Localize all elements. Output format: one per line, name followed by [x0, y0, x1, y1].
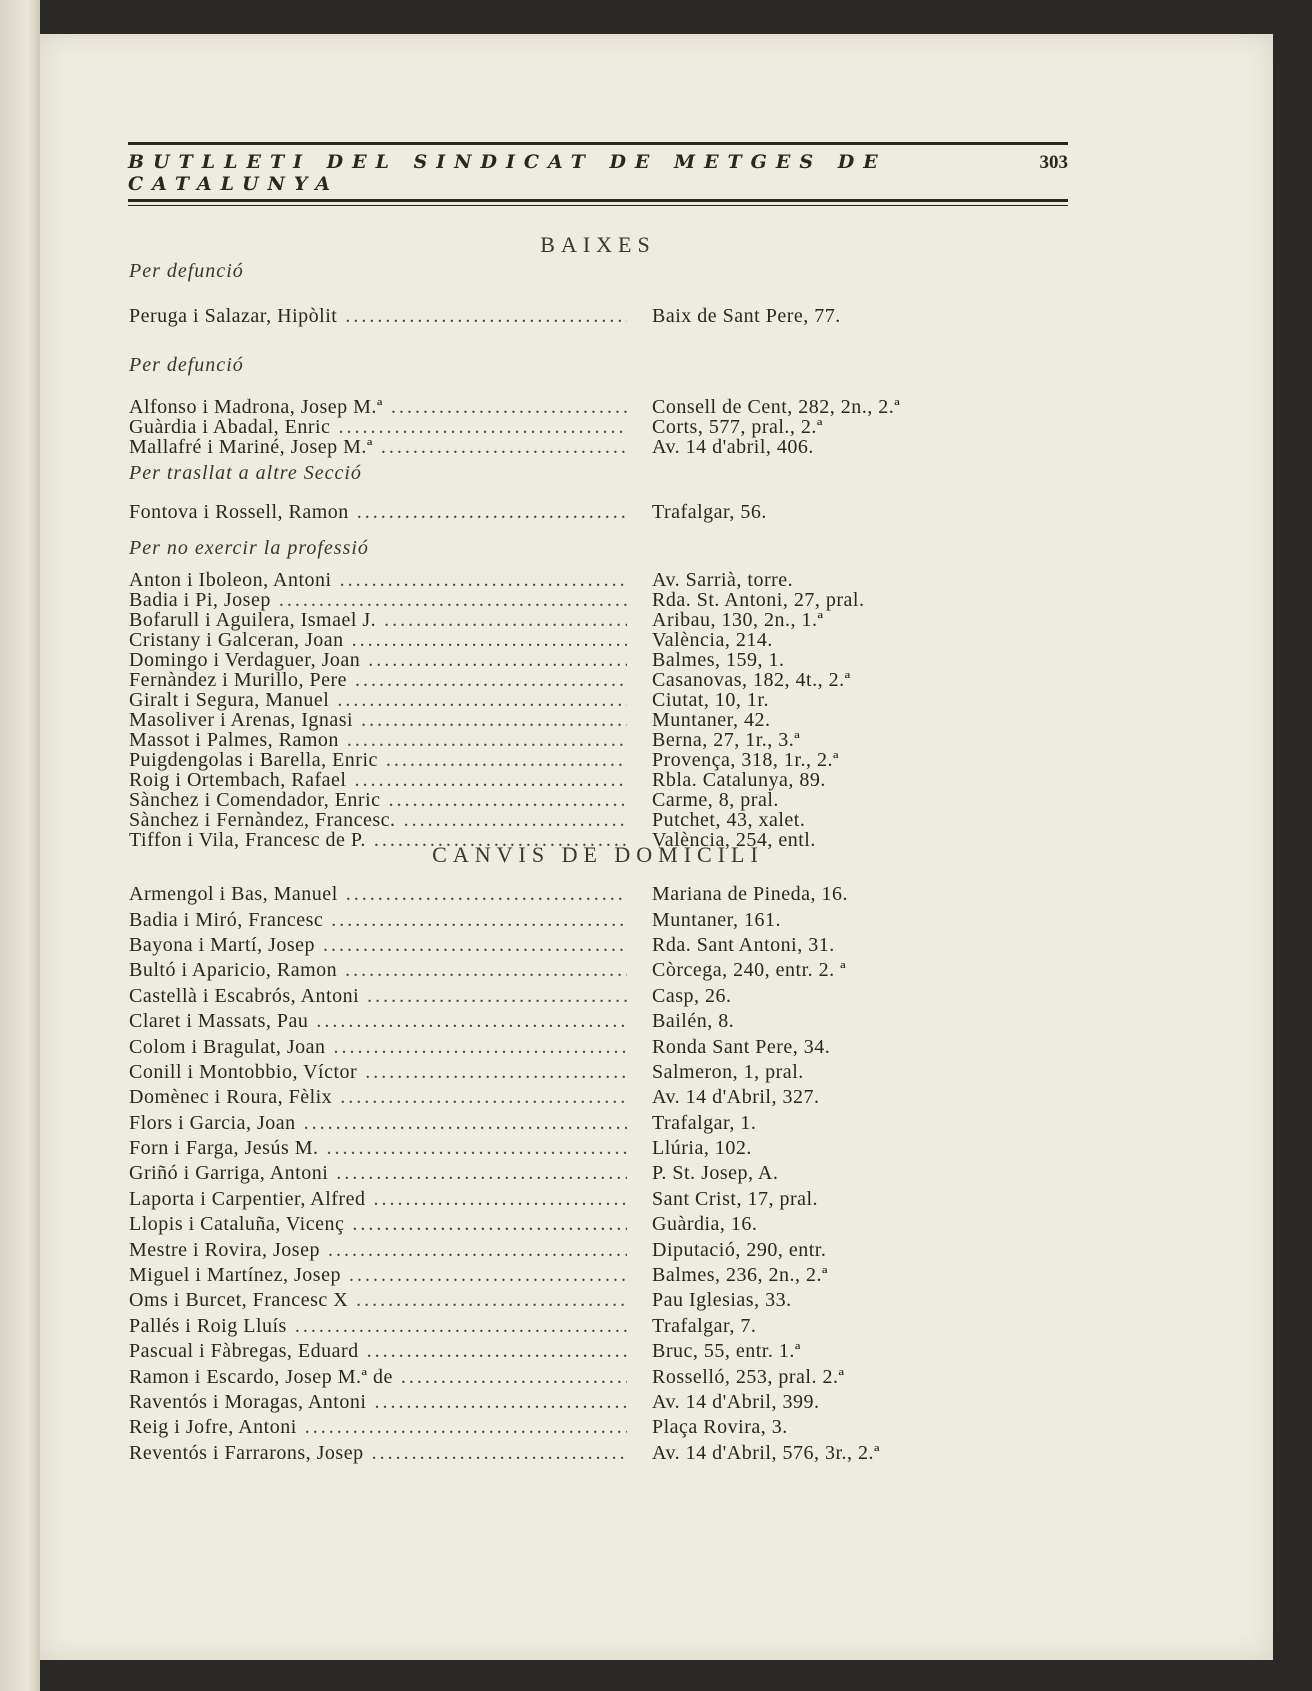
subheading-per-defuncio-1: Per defunció — [129, 260, 244, 282]
list-item — [129, 570, 1029, 590]
entry-name: Oms i Burcet, Francesc X ..... — [129, 1289, 627, 1312]
entry-address: Bailén, 8. — [652, 1010, 735, 1033]
book-spine — [0, 0, 40, 1691]
entry-address: Sant Crist, 17, pral. — [652, 1187, 819, 1210]
entry-name: Llopis i Cataluña, Vicenç ..... — [129, 1213, 627, 1236]
header-rule-bottom-thin — [128, 205, 1068, 206]
list-item — [129, 690, 1029, 710]
section-title-baixes: BAIXES — [540, 232, 656, 257]
entry-name: Pascual i Fàbregas, Eduard ..... — [129, 1340, 627, 1363]
entry-address: València, 254, entl. — [652, 828, 816, 851]
page-number: 303 — [1039, 152, 1068, 173]
entry-name: Flors i Garcia, Joan ..... — [129, 1112, 627, 1135]
entry-address: P. St. Josep, A. — [652, 1162, 779, 1185]
section-title-canvis-de-domicili: CANVIS DE DOMICILI — [432, 842, 764, 867]
entries-group-1 — [129, 306, 1029, 326]
entry-address: Muntaner, 42. — [652, 708, 771, 731]
entry-name: Badia i Pi, Josep ..... — [129, 589, 627, 612]
entry-address: Casanovas, 182, 4t., 2.ª — [652, 668, 851, 691]
list-item — [129, 1288, 1029, 1313]
list-item — [129, 1237, 1029, 1262]
list-item — [129, 710, 1029, 730]
list-item — [129, 502, 1029, 522]
entry-address: Baix de Sant Pere, 77. — [652, 304, 841, 327]
entry-name: Forn i Farga, Jesús M. ..... — [129, 1137, 627, 1160]
list-item — [129, 1364, 1029, 1389]
entry-name: Bofarull i Aguilera, Ismael J. ..... — [129, 609, 627, 632]
header-row — [128, 145, 1068, 199]
entry-name: Reig i Jofre, Antoni ..... — [129, 1416, 627, 1439]
entry-address: Provença, 318, 1r., 2.ª — [652, 748, 839, 771]
journal-title: BUTLLETI DEL SINDICAT DE METGES DE CATALUNYA — [128, 151, 887, 195]
entry-name: Pallés i Roig Lluís ..... — [129, 1315, 627, 1338]
page-header — [128, 142, 1068, 206]
entry-address: Corts, 577, pral., 2.ª — [652, 415, 823, 438]
entry-name: Castellà i Escabrós, Antoni ..... — [129, 985, 627, 1008]
entry-address: Plaça Rovira, 3. — [652, 1416, 788, 1439]
entry-address: Berna, 27, 1r., 3.ª — [652, 728, 801, 751]
entry-name: Tiffon i Vila, Francesc de P. ..... — [129, 829, 627, 852]
list-item — [129, 1136, 1029, 1161]
entry-name: Fontova i Rossell, Ramon ..... — [129, 501, 627, 524]
list-item — [129, 1085, 1029, 1110]
entry-name: Anton i Iboleon, Antoni ..... — [129, 569, 627, 592]
entry-address: Putchet, 43, xalet. — [652, 808, 806, 831]
entry-address: Av. Sarrià, torre. — [652, 568, 794, 591]
list-item — [129, 810, 1029, 830]
entry-address: Carme, 8, pral. — [652, 788, 779, 811]
list-item — [129, 984, 1029, 1009]
list-item — [129, 750, 1029, 770]
entry-address: Av. 14 d'Abril, 399. — [652, 1391, 820, 1413]
entry-address: Rosselló, 253, pral. 2.ª — [652, 1365, 845, 1388]
entry-name: Raventós i Moragas, Antoni ..... — [129, 1391, 627, 1414]
entry-name: Sànchez i Comendador, Enric ..... — [129, 789, 627, 812]
list-item — [129, 630, 1029, 650]
list-item — [129, 958, 1029, 983]
entry-address: Ronda Sant Pere, 34. — [652, 1035, 831, 1058]
entry-name: Domènec i Roura, Fèlix ..... — [129, 1086, 627, 1109]
entry-name: Cristany i Galceran, Joan ..... — [129, 629, 627, 652]
list-item — [129, 1060, 1029, 1085]
entry-name: Bultó i Aparicio, Ramon ..... — [129, 959, 627, 982]
list-item — [129, 1390, 1029, 1415]
entry-name: Fernàndez i Murillo, Pere ..... — [129, 669, 627, 692]
list-item — [129, 670, 1029, 690]
entries-canvis — [129, 882, 1029, 1466]
list-item — [129, 882, 1029, 907]
entry-name: Sànchez i Fernàndez, Francesc. ..... — [129, 809, 627, 832]
list-item — [129, 650, 1029, 670]
entry-address: Ciutat, 10, 1r. — [652, 688, 769, 711]
entry-address: Mariana de Pineda, 16. — [652, 883, 848, 906]
entry-address: Casp, 26. — [652, 984, 732, 1007]
entry-address: Llúria, 102. — [652, 1137, 752, 1160]
entry-address: Trafalgar, 7. — [652, 1314, 757, 1337]
list-item — [129, 306, 1029, 326]
entry-address: Bruc, 55, entr. 1.ª — [652, 1340, 801, 1363]
entry-address: Rda. St. Antoni, 27, pral. — [652, 588, 865, 611]
list-item — [129, 397, 1029, 417]
list-item — [129, 1111, 1029, 1136]
entries-group-4 — [129, 570, 1029, 850]
list-item — [129, 1034, 1029, 1059]
entry-address: Còrcega, 240, entr. 2. ª — [652, 959, 847, 982]
entry-name: Conill i Montobbio, Víctor ..... — [129, 1061, 627, 1084]
entry-name: Laporta i Carpentier, Alfred ..... — [129, 1188, 627, 1211]
subheading-per-trasllat: Per trasllat a altre Secció — [129, 462, 362, 484]
list-item — [129, 1415, 1029, 1440]
entry-address: Rda. Sant Antoni, 31. — [652, 933, 835, 956]
entry-address: Av. 14 d'Abril, 327. — [652, 1086, 820, 1109]
entry-name: Armengol i Bas, Manuel ..... — [129, 883, 627, 906]
entry-address: Muntaner, 161. — [652, 908, 781, 931]
list-item — [129, 590, 1029, 610]
subheading-per-defuncio-2: Per defunció — [129, 354, 244, 376]
entry-name: Mestre i Rovira, Josep ..... — [129, 1239, 627, 1262]
entry-address: Salmeron, 1, pral. — [652, 1060, 804, 1083]
entry-name: Domingo i Verdaguer, Joan ..... — [129, 649, 627, 672]
entry-name: Puigdengolas i Barella, Enric ..... — [129, 749, 627, 772]
entry-name: Miguel i Martínez, Josep ..... — [129, 1264, 627, 1287]
entry-address: Guàrdia, 16. — [652, 1213, 758, 1236]
list-item — [129, 1314, 1029, 1339]
entry-name: Reventós i Farrarons, Josep ..... — [129, 1442, 627, 1465]
entry-name: Ramon i Escardo, Josep M.ª de ..... — [129, 1366, 627, 1389]
entry-name: Masoliver i Arenas, Ignasi ..... — [129, 709, 627, 732]
entry-address: Balmes, 159, 1. — [652, 648, 785, 671]
entry-name: Griñó i Garriga, Antoni ..... — [129, 1162, 627, 1185]
entry-name: Badia i Miró, Francesc ..... — [129, 909, 627, 932]
entry-name: Guàrdia i Abadal, Enric ..... — [129, 416, 627, 439]
entry-name: Alfonso i Madrona, Josep M.ª ..... — [129, 396, 627, 419]
entry-address: València, 214. — [652, 628, 773, 651]
entry-address: Consell de Cent, 282, 2n., 2.ª — [652, 395, 901, 418]
entry-name: Peruga i Salazar, Hipòlit ..... — [129, 305, 627, 328]
list-item — [129, 770, 1029, 790]
list-item — [129, 1212, 1029, 1237]
list-item — [129, 1339, 1029, 1364]
list-item — [129, 933, 1029, 958]
list-item — [129, 1263, 1029, 1288]
entry-address: Diputació, 290, entr. — [652, 1238, 827, 1261]
header-rule-bottom — [128, 199, 1068, 202]
list-item — [129, 1187, 1029, 1212]
entry-address: Pau Iglesias, 33. — [652, 1289, 792, 1312]
list-item — [129, 907, 1029, 932]
entry-address: Balmes, 236, 2n., 2.ª — [652, 1264, 829, 1287]
list-item — [129, 437, 1029, 457]
entry-address: Trafalgar, 56. — [652, 500, 767, 523]
entry-name: Colom i Bragulat, Joan ..... — [129, 1036, 627, 1059]
entry-name: Giralt i Segura, Manuel ..... — [129, 689, 627, 712]
list-item — [129, 1161, 1029, 1186]
entries-group-2 — [129, 397, 1029, 457]
list-item — [129, 417, 1029, 437]
entry-address: Aribau, 130, 2n., 1.ª — [652, 608, 824, 631]
entry-name: Roig i Ortembach, Rafael ..... — [129, 769, 627, 792]
entry-name: Massot i Palmes, Ramon ..... — [129, 729, 627, 752]
entry-address: Av. 14 d'abril, 406. — [652, 435, 814, 458]
entry-name: Bayona i Martí, Josep ..... — [129, 934, 627, 957]
entries-group-3 — [129, 502, 1029, 522]
document-page — [40, 34, 1273, 1660]
list-item — [129, 1441, 1029, 1466]
list-item — [129, 610, 1029, 630]
subheading-per-no-exercir: Per no exercir la professió — [129, 537, 369, 559]
entry-name: Mallafré i Mariné, Josep M.ª ..... — [129, 436, 627, 459]
list-item — [129, 1009, 1029, 1034]
entry-address: Rbla. Catalunya, 89. — [652, 768, 826, 791]
entry-address: Trafalgar, 1. — [652, 1111, 757, 1134]
entry-address: Av. 14 d'Abril, 576, 3r., 2.ª — [652, 1441, 881, 1464]
list-item — [129, 730, 1029, 750]
entry-name: Claret i Massats, Pau ..... — [129, 1010, 627, 1033]
list-item — [129, 790, 1029, 810]
